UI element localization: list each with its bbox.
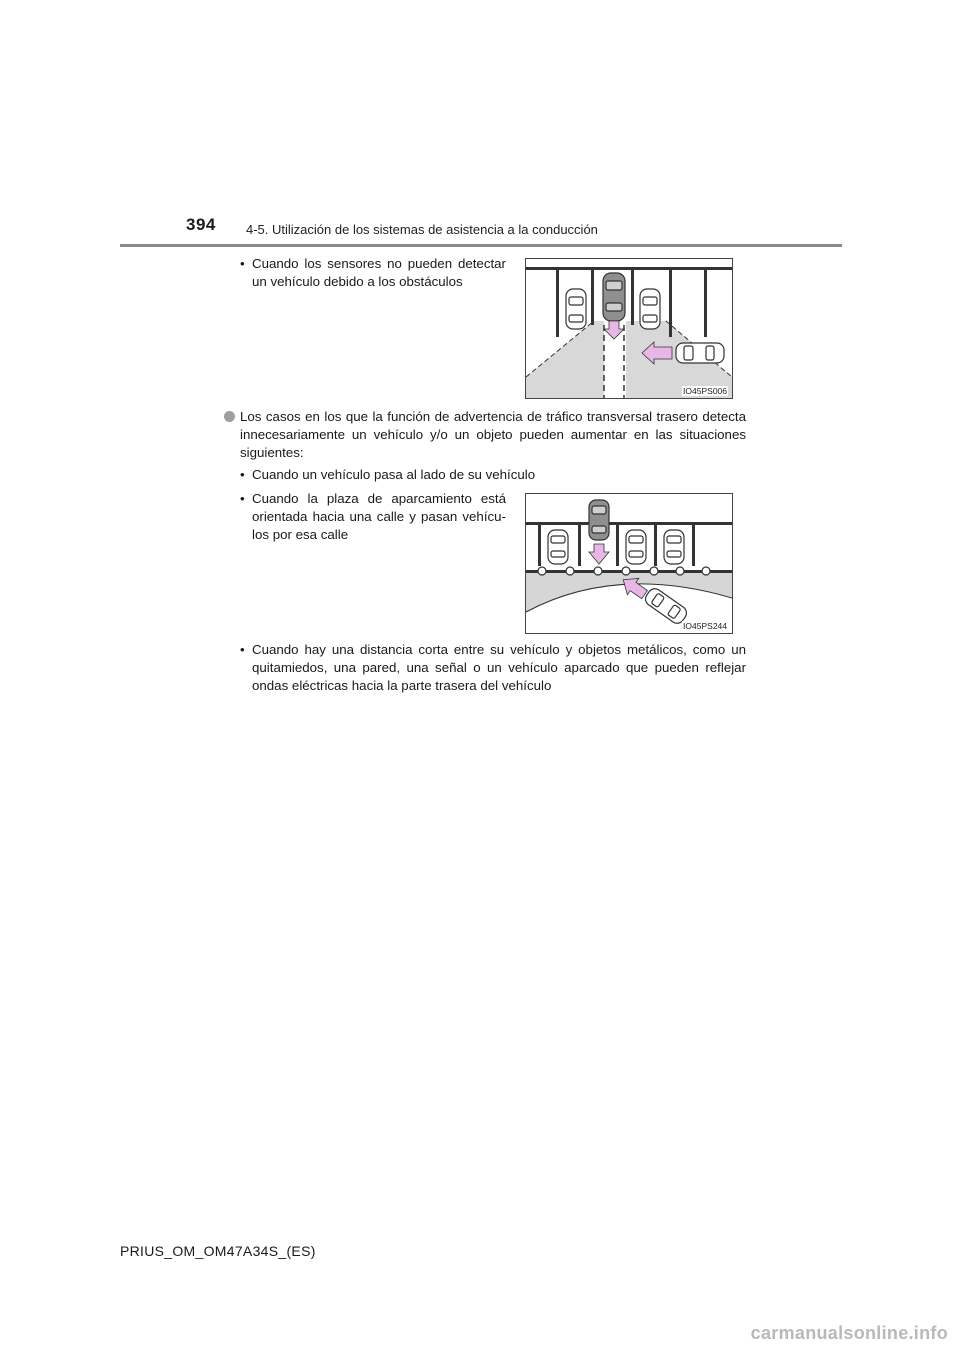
figure-obstacle-parking xyxy=(525,258,733,399)
bullet-item-street-parking xyxy=(240,490,506,544)
main-bullet-item xyxy=(224,408,746,462)
bullet-text: Cuando los sensores no pueden detectar un vehículo debido a los obstáculos xyxy=(252,256,506,289)
bullet-dot: • xyxy=(240,642,245,657)
header-rule xyxy=(120,244,842,247)
watermark: carmanualsonline.info xyxy=(750,1323,948,1343)
figure-obstacle-drawing xyxy=(526,259,732,398)
bullet-dot: • xyxy=(240,467,245,482)
figure-street-drawing xyxy=(526,494,732,633)
bullet-item-passing-vehicle xyxy=(240,466,746,484)
bullet-text: Cuando hay una distancia corta entre su vehículo y objetos metálicos, como un quitamiedos, una pared, una señal o un vehículo aparcado que pueden reflejar ondas eléctricas hacia la parte trasera del vehículo xyxy=(252,642,746,693)
bullet-dot: • xyxy=(240,256,245,271)
bullet-circle-icon xyxy=(224,411,235,422)
bullet-text: Cuando un vehículo pasa al lado de su vehículo xyxy=(252,467,536,482)
bullet-item-metal-objects xyxy=(240,641,746,695)
figure-street-parking xyxy=(525,493,733,634)
bullet-dot: • xyxy=(240,491,245,506)
figure-code: IO45PS006 xyxy=(683,386,727,396)
figure-code: IO45PS244 xyxy=(683,621,727,631)
section-title: 4-5. Utilización de los sistemas de asistencia a la conducción xyxy=(246,222,598,237)
main-bullet-text: Los casos en los que la función de advertencia de tráfico transversal trasero detecta innecesariamente un vehículo y/o un objeto pueden aumentar en las situaciones siguientes: xyxy=(240,409,746,460)
page-number: 394 xyxy=(186,215,216,234)
bullet-text: Cuando la plaza de aparcamiento está orientada hacia una calle y pasan vehícu-los por esa calle xyxy=(252,491,506,542)
document-code: PRIUS_OM_OM47A34S_(ES) xyxy=(120,1243,316,1259)
bullet-item-obstacles xyxy=(240,255,506,291)
